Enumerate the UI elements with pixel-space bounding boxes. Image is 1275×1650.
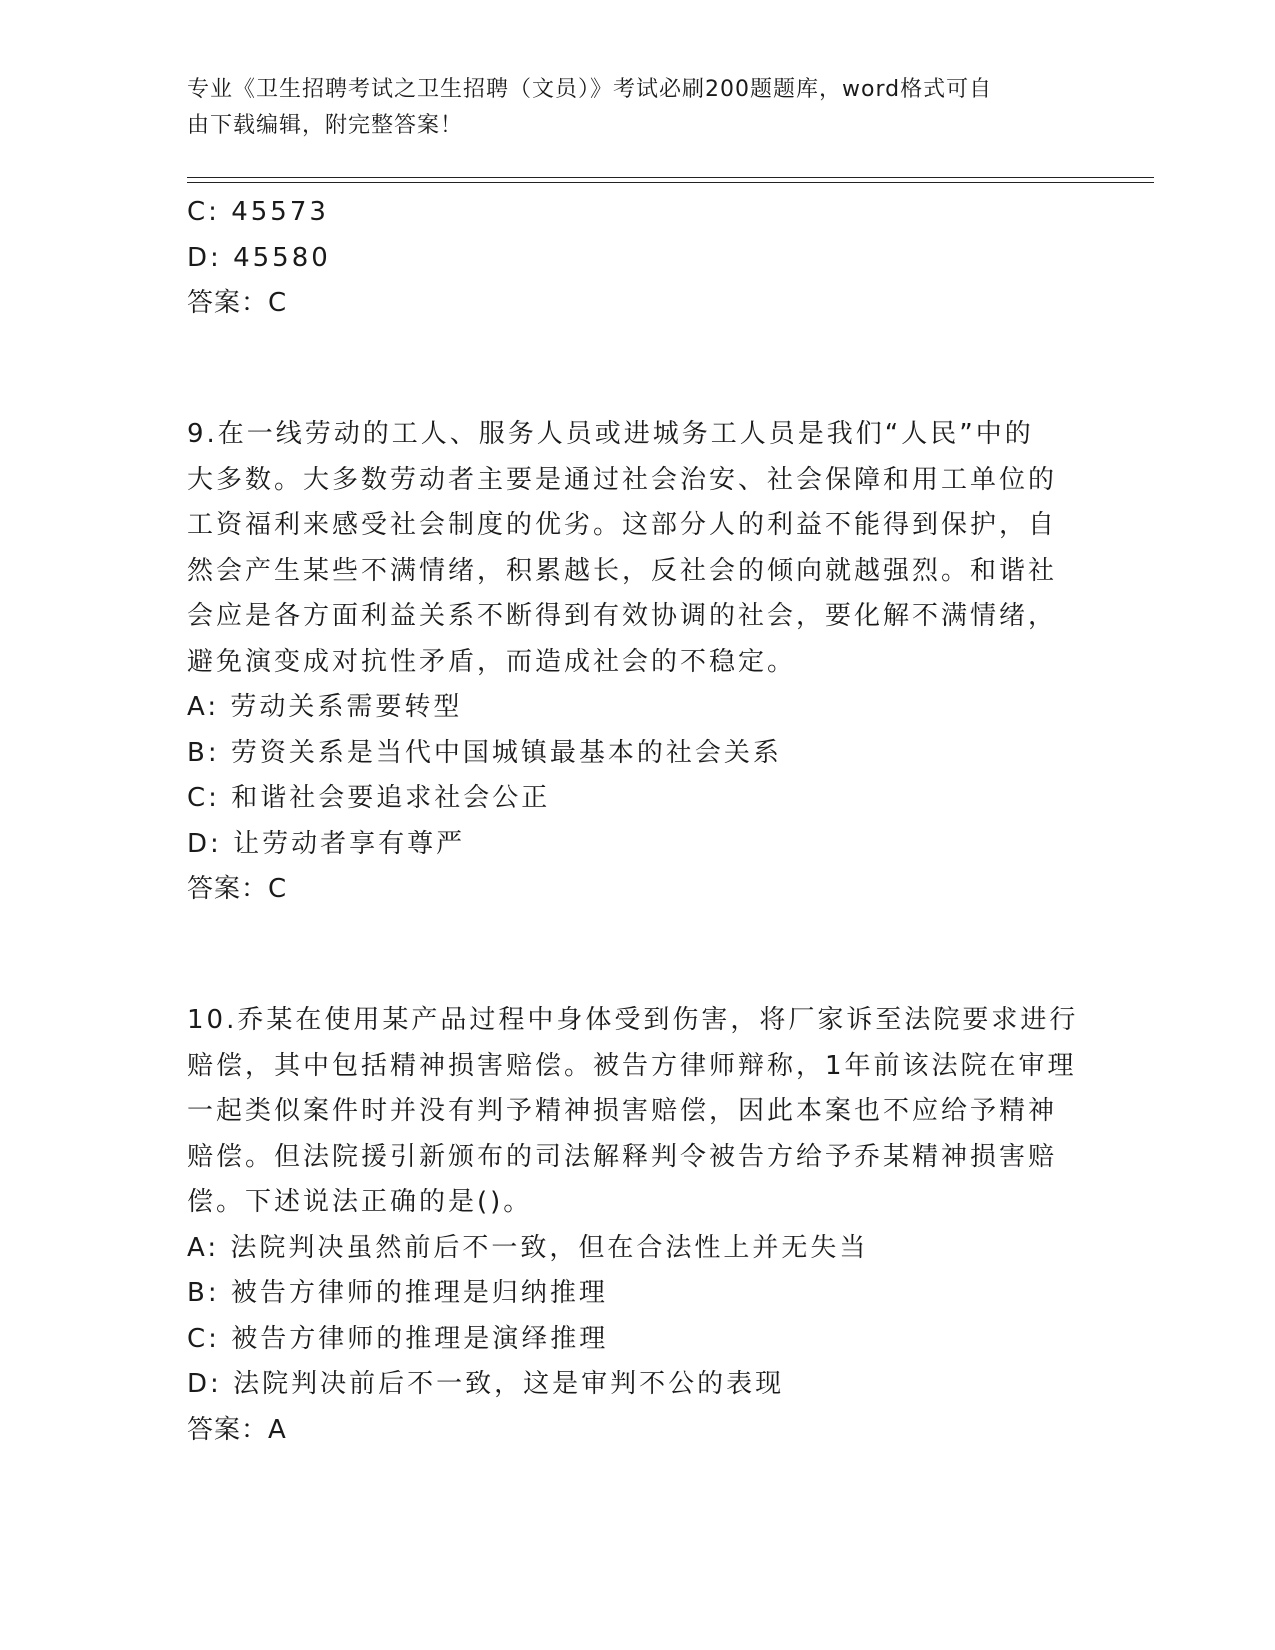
option-text: 让劳动者享有尊严	[233, 828, 466, 859]
option-b: B: 被告方律师的推理是归纳推理	[187, 1278, 608, 1308]
option-a: A: 劳动关系需要转型	[187, 692, 463, 722]
option-text: 法院判决前后不一致，这是审判不公的表现	[233, 1369, 785, 1399]
option-c: C: 被告方律师的推理是演绎推理	[187, 1323, 609, 1354]
answer-line: 答案：A	[187, 1414, 287, 1445]
header-line-1: 专业《卫生招聘考试之卫生招聘（文员）》考试必刷200题题库，word格式可自	[187, 77, 993, 102]
option-text: 法院判决虽然前后不一致，但在合法性上并无失当	[230, 1232, 869, 1263]
answer-line: 答案：C	[187, 288, 288, 318]
question-stem: 9.在一线劳动的工人、服务人员或进城务工人员是我们“人民”中的 大多数。大多数劳动者主要是通过社会治安、社会保障和用工单位的 工资福利来感受社会制度的优劣。这部分人的利益不能得到保护，自 然会产生某些不满情绪，积累越长，反社会的倾向就越强烈。和谐社 会应是各方面利益关系不断得到有效协调的社会，要化解不满情绪， 避免演变成对抗性矛盾，而造成社会的不稳定。	[187, 419, 1058, 677]
option-text: 劳动关系需要转型	[230, 692, 463, 722]
option-d: D: 45580	[187, 242, 331, 273]
option-a: A: 法院判决虽然前后不一致，但在合法性上并无失当	[187, 1232, 869, 1263]
answer-line: 答案：C	[187, 874, 288, 904]
option-text: 45580	[233, 242, 331, 273]
question-content	[187, 190, 1087, 1453]
option-text: 45573	[231, 197, 329, 227]
option-c: C: 和谐社会要追求社会公正	[187, 783, 551, 813]
option-d: D: 让劳动者享有尊严	[187, 828, 466, 859]
page-header	[187, 72, 1067, 144]
option-b: B: 劳资关系是当代中国城镇最基本的社会关系	[187, 737, 782, 768]
question-stem: 10.乔某在使用某产品过程中身体受到伤害，将厂家诉至法院要求进行 赔偿，其中包括精神损害赔偿。被告方律师辩称，1年前该法院在审理 一起类似案件时并没有判予精神损害赔偿，因此本案也不应给予精神 赔偿。但法院援引新颁布的司法解释判令被告方给予乔某精神损害赔 偿。下述说法正确的是()。	[187, 1005, 1079, 1217]
header-line-2: 由下载编辑，附完整答案！	[187, 113, 464, 138]
option-text: 被告方律师的推理是演绎推理	[231, 1323, 609, 1354]
header-divider	[187, 177, 1154, 183]
option-d: D: 法院判决前后不一致，这是审判不公的表现	[187, 1369, 785, 1399]
option-c: C: 45573	[187, 197, 329, 227]
option-text: 和谐社会要追求社会公正	[231, 783, 551, 813]
question-10	[187, 998, 1087, 1453]
question-9	[187, 412, 1087, 913]
prev-question-options	[187, 190, 1087, 281]
option-text: 劳资关系是当代中国城镇最基本的社会关系	[230, 737, 782, 768]
option-text: 被告方律师的推理是归纳推理	[230, 1278, 608, 1308]
